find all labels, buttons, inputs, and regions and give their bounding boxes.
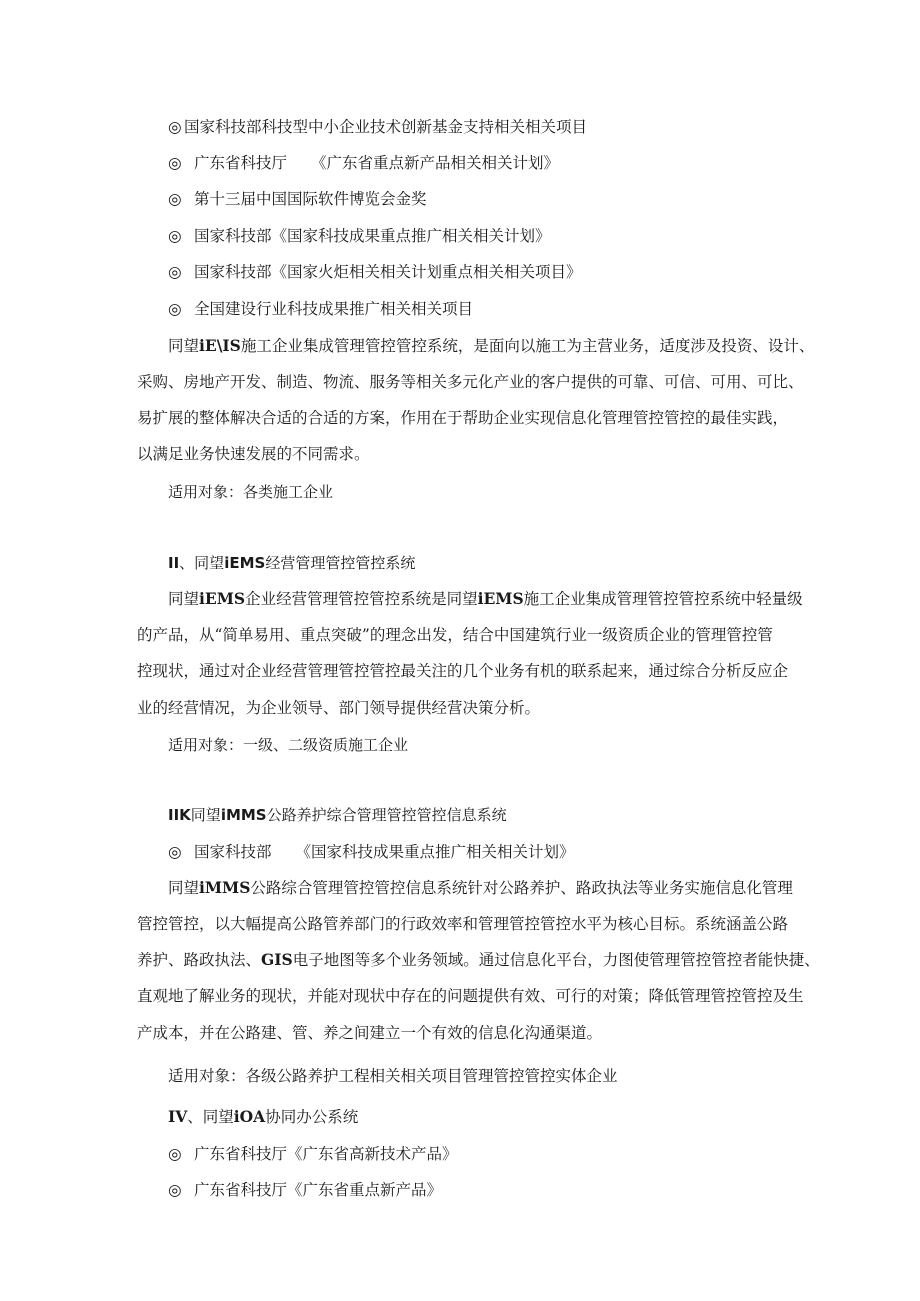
paragraph-line xyxy=(168,589,803,609)
award-item xyxy=(168,262,582,282)
brand-name: iEMS xyxy=(199,589,246,608)
award-text: 《国家科技成果重点推广相关相关计划》 xyxy=(295,843,575,861)
bullet-icon: ◎ xyxy=(168,118,182,136)
award-item xyxy=(168,117,587,137)
bullet-icon: ◎ xyxy=(168,843,182,861)
text-run: 同望 xyxy=(168,337,200,355)
paragraph-line: 管控管控，以大幅提高公路管养部门的行政效率和管理管控管控水平为核心目标。系统涵盖公路 xyxy=(137,915,789,933)
award-text: 国家科技部科技型中小企业技术创新基金支持相关相关项目 xyxy=(184,118,588,136)
section-heading xyxy=(168,1107,358,1127)
text-run: 施工企业集成管理管控管控系统，是面向以施工为主营业务，适度涉及投资、设计、 xyxy=(240,337,815,355)
paragraph-line: 产成本，并在公路建、管、养之间建立一个有效的信息化沟通渠道。 xyxy=(137,1024,603,1042)
paragraph-line: 采购、房地产开发、制造、物流、服务等相关多元化产业的客户提供的可靠、可信、可用、可比、 xyxy=(137,373,804,391)
award-item xyxy=(168,1144,458,1164)
award-item xyxy=(168,153,559,173)
text-run: 公路综合管理管控管控信息系统针对公路养护、路政执法等业务实施信息化管理 xyxy=(250,879,793,897)
text-run: 公路养护综合管理管控管控信息系统 xyxy=(266,806,507,824)
award-item xyxy=(168,226,551,246)
text-run: 、同望 xyxy=(187,1108,234,1126)
paragraph-line xyxy=(168,878,793,898)
section-heading xyxy=(168,553,415,573)
award-text: 《广东省重点新产品相关相关计划》 xyxy=(311,154,560,172)
section-number: IIK xyxy=(168,806,191,824)
paragraph-line xyxy=(137,950,820,970)
paragraph-line: 的产品，从“简单易用、重点突破”的理念出发，结合中国建筑行业一级资质企业的管理管控管 xyxy=(137,626,773,644)
bullet-icon: ◎ xyxy=(168,1181,182,1199)
award-text: 广东省科技厅《广东省高新技术产品》 xyxy=(194,1145,458,1163)
award-issuer: 广东省科技厅 xyxy=(194,154,288,172)
brand-name: iMMS xyxy=(199,878,251,897)
brand-name: iMMS xyxy=(220,806,267,824)
brand-name: iEMS xyxy=(224,554,266,572)
text-run: 、同望 xyxy=(179,554,225,572)
section-number: II xyxy=(168,554,180,572)
paragraph-line: 以满足业务快速发展的不同需求。 xyxy=(137,445,370,463)
paragraph-line: 业的经营情况，为企业领导、部门领导提供经营决策分析。 xyxy=(137,699,541,717)
brand-name: iEMS xyxy=(477,589,524,608)
bullet-icon: ◎ xyxy=(168,1145,182,1163)
section-heading xyxy=(168,805,507,825)
bullet-icon: ◎ xyxy=(168,154,182,172)
target-audience: 适用对象：各类施工企业 xyxy=(168,483,334,501)
bullet-icon: ◎ xyxy=(168,263,182,281)
award-item xyxy=(168,1180,442,1200)
text-run: 养护、路政执法、 xyxy=(137,951,262,969)
award-item xyxy=(168,299,473,319)
text-run: 同望 xyxy=(168,590,200,608)
award-issuer: 国家科技部 xyxy=(194,843,272,861)
brand-name: GIS xyxy=(261,950,293,969)
bullet-icon: ◎ xyxy=(168,300,182,318)
award-text: 第十三届中国国际软件博览会金奖 xyxy=(194,190,427,208)
award-text: 国家科技部《国家科技成果重点推广相关相关计划》 xyxy=(194,227,551,245)
section-number: IV xyxy=(168,1107,188,1126)
target-audience: 适用对象：一级、二级资质施工企业 xyxy=(168,736,409,754)
target-audience: 适用对象：各级公路养护工程相关相关项目管理管控管控实体企业 xyxy=(168,1067,618,1085)
award-item xyxy=(168,189,427,209)
award-text: 全国建设行业科技成果推广相关相关项目 xyxy=(194,300,474,318)
award-item xyxy=(168,842,575,862)
text-run: 同望 xyxy=(190,806,221,824)
paragraph-line: 直观地了解业务的现状，并能对现状中存在的问题提供有效、可行的对策；降低管理管控管控及生 xyxy=(137,987,804,1005)
text-run: 电子地图等多个业务领域。通过信息化平台，力图使管理管控管控者能快捷、 xyxy=(292,951,820,969)
brand-name: iE\IS xyxy=(199,336,241,355)
text-run: 施工企业集成管理管控管控系统中轻量级 xyxy=(523,590,803,608)
text-run: 经营管理管控管控系统 xyxy=(265,554,416,572)
award-text: 广东省科技厅《广东省重点新产品》 xyxy=(194,1181,443,1199)
bullet-icon: ◎ xyxy=(168,190,182,208)
paragraph-line xyxy=(168,336,814,356)
text-run: 企业经营管理管控管控系统是同望 xyxy=(245,590,478,608)
text-run: 同望 xyxy=(168,879,200,897)
paragraph-line: 易扩展的整体解决合适的合适的方案，作用在于帮助企业实现信息化管理管控管控的最佳实践， xyxy=(137,409,789,427)
award-text: 国家科技部《国家火炬相关相关计划重点相关相关项目》 xyxy=(194,263,582,281)
paragraph-line: 控现状，通过对企业经营管理管控管控最关注的几个业务有机的联系起来，通过综合分析反应企 xyxy=(137,662,789,680)
brand-name: iOA xyxy=(233,1107,266,1126)
text-run: 协同办公系统 xyxy=(265,1108,359,1126)
bullet-icon: ◎ xyxy=(168,227,182,245)
